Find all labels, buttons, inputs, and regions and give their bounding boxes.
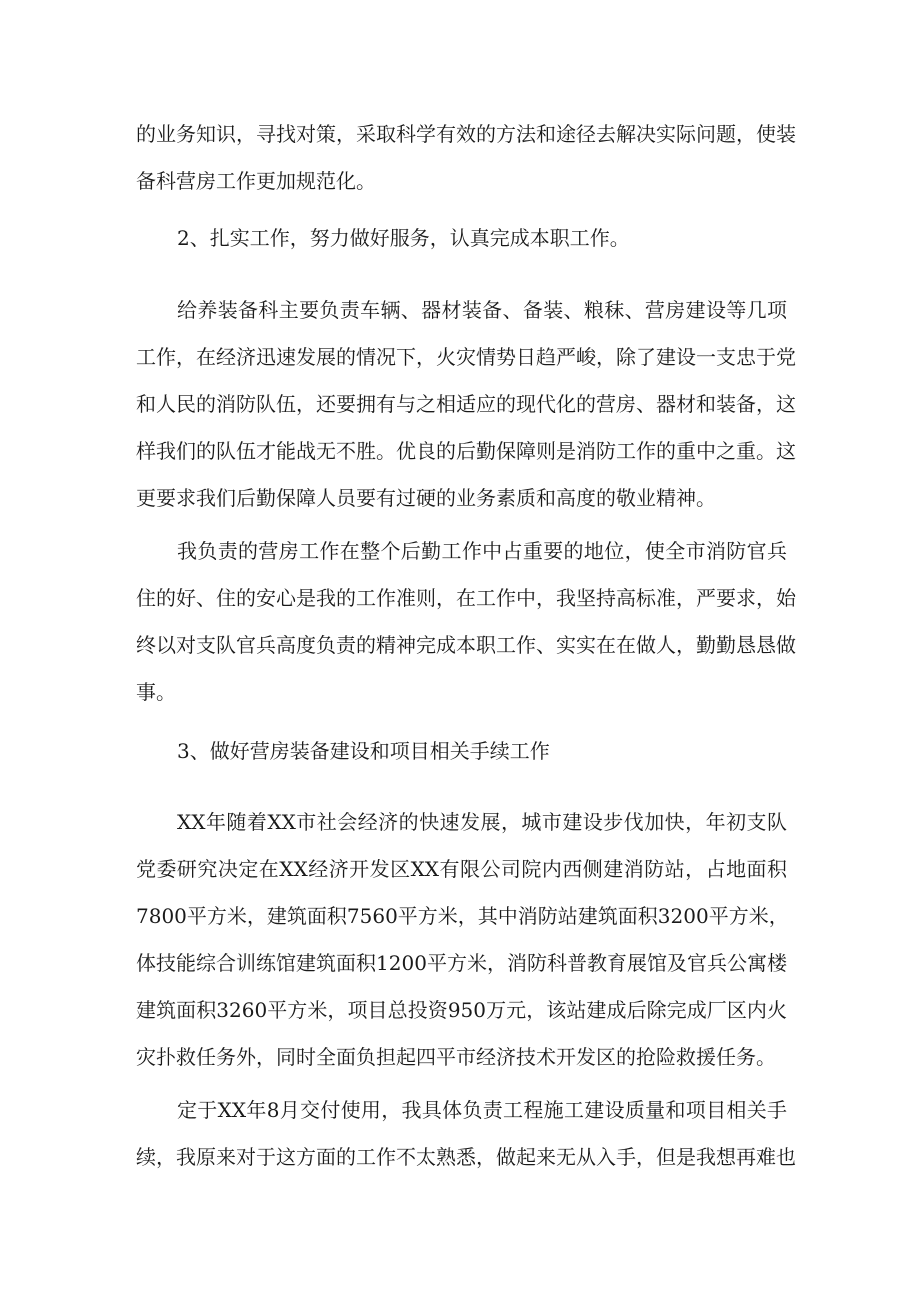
heading-text: 3、做好营房装备建设和项目相关手续工作 [177,739,550,763]
line-text: 的业务知识，寻找对策，采取科学有效的方法和途径去解决实际问题，使装 [136,122,796,146]
paragraph-line [0,898,920,934]
line-text: 事。 [136,680,176,704]
paragraph-line [0,674,920,710]
line-text: 备科营房工作更加规范化。 [136,169,376,193]
heading-text: 2、扎实工作，努力做好服务，认真完成本职工作。 [177,226,630,250]
line-text: 续，我原来对于这方面的工作不太熟悉，做起来无从入手，但是我想再难也 [136,1145,796,1169]
line-text: 终以对支队官兵高度负责的精神完成本职工作、实实在在做人，勤勤恳恳做 [136,633,796,657]
paragraph-line [0,1039,920,1075]
paragraph-line [0,851,920,887]
paragraph-line [0,386,920,422]
line-text: 建筑面积3260平方米，项目总投资950万元，该站建成后除完成厂区内火 [136,998,787,1022]
line-text: 定于XX年8月交付使用，我具体负责工程施工建设质量和项目相关手 [177,1098,787,1122]
line-text: 工作，在经济迅速发展的情况下，火灾情势日趋严峻，除了建设一支忠于党 [136,345,796,369]
paragraph-line [0,1139,920,1175]
line-text: 我负责的营房工作在整个后勤工作中占重要的地位，使全市消防官兵 [177,539,787,563]
line-text: 住的好、住的安心是我的工作准则，在工作中，我坚持高标准，严要求，始 [136,586,796,610]
paragraph-line [0,292,920,328]
line-text: 和人民的消防队伍，还要拥有与之相适应的现代化的营房、器材和装备，这 [136,392,796,416]
line-text: 体技能综合训练馆建筑面积1200平方米，消防科普教育展馆及官兵公寓楼 [136,951,787,975]
line-text: 7800平方米，建筑面积7560平方米，其中消防站建筑面积3200平方米， [136,904,789,928]
line-text: 灾扑救任务外，同时全面负担起四平市经济技术开发区的抢险救援任务。 [136,1045,776,1069]
paragraph-line [0,580,920,616]
paragraph-line [0,992,920,1028]
paragraph-line [0,945,920,981]
paragraph-line [0,339,920,375]
paragraph-line [0,804,920,840]
line-text: XX年随着XX市社会经济的快速发展，城市建设步伐加快，年初支队 [177,810,787,834]
line-text: 样我们的队伍才能战无不胜。优良的后勤保障则是消防工作的重中之重。这 [136,439,796,463]
line-text: 给养装备科主要负责车辆、器材装备、备装、粮秣、营房建设等几项 [177,298,787,322]
section-heading [0,220,920,256]
paragraph-line [0,1092,920,1128]
line-text: 党委研究决定在XX经济开发区XX有限公司院内西侧建消防站，占地面积 [136,857,787,881]
paragraph-line [0,533,920,569]
paragraph-line [0,627,920,663]
paragraph-line [0,480,920,516]
section-heading [0,733,920,769]
paragraph-line [0,433,920,469]
paragraph-line [0,163,920,199]
paragraph-line [0,116,920,152]
line-text: 更要求我们后勤保障人员要有过硬的业务素质和高度的敬业精神。 [136,486,716,510]
